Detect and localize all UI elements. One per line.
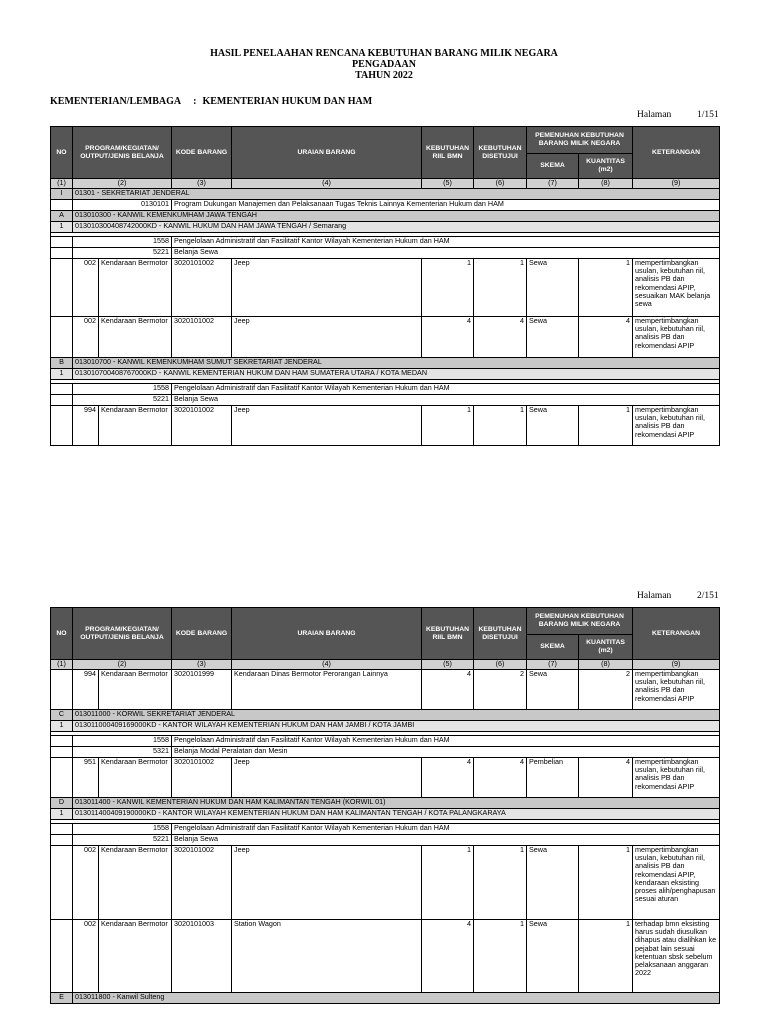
row-text: Belanja Modal Peralatan dan Mesin bbox=[172, 747, 720, 758]
item-nama: Kendaraan Bermotor bbox=[99, 758, 172, 798]
table-row bbox=[51, 710, 720, 721]
row-text: 013010300408742000KD - KANWIL HUKUM DAN HAM JAWA TENGAH / Semarang bbox=[73, 222, 720, 233]
item-row bbox=[51, 317, 720, 358]
item-skema: Pembelian bbox=[527, 758, 579, 798]
row-code: 1558 bbox=[73, 824, 172, 835]
column-number-row bbox=[51, 179, 720, 189]
item-riil: 1 bbox=[422, 846, 474, 920]
header-row bbox=[51, 608, 720, 635]
colnum: (4) bbox=[232, 179, 422, 189]
row-no: D bbox=[51, 798, 73, 809]
item-kode: 3020101002 bbox=[172, 259, 232, 317]
row-code: 1558 bbox=[73, 237, 172, 248]
row-text: 013011800 - Kanwil Sulteng bbox=[73, 993, 720, 1004]
row-no: A bbox=[51, 211, 73, 222]
item-kode: 3020101002 bbox=[172, 406, 232, 446]
table-row bbox=[51, 189, 720, 200]
item-uraian: Station Wagon bbox=[232, 920, 422, 993]
colnum: (8) bbox=[579, 179, 633, 189]
row-no: 1 bbox=[51, 369, 73, 380]
item-keterangan: mempertimbangkan usulan, kebutuhan riil, analisis PB dan rekomendasi APIP bbox=[633, 406, 720, 446]
col-no: NO bbox=[51, 608, 73, 660]
table-row bbox=[51, 809, 720, 820]
table-row bbox=[51, 200, 720, 211]
item-code: 002 bbox=[73, 846, 99, 920]
col-kebutuhan-disetujui: KEBUTUHAN DISETUJUI bbox=[474, 127, 527, 179]
row-text: 013010700 - KANWIL KEMENKUMHAM SUMUT SEKRETARIAT JENDERAL bbox=[73, 358, 720, 369]
item-code: 002 bbox=[73, 259, 99, 317]
col-uraian: URAIAN BARANG bbox=[232, 608, 422, 660]
row-text: 013011000409169000KD - KANTOR WILAYAH KEMENTERIAN HUKUM DAN HAM JAMBI / KOTA JAMBI bbox=[73, 721, 720, 732]
halaman-label: Halaman bbox=[637, 591, 672, 601]
colnum: (1) bbox=[51, 179, 73, 189]
row-text: 013011400 - KANWIL KEMENTERIAN HUKUM DAN HAM KALIMANTAN TENGAH (KORWIL 01) bbox=[73, 798, 720, 809]
item-kuantitas: 2 bbox=[579, 670, 633, 710]
item-row bbox=[51, 758, 720, 798]
page-number-1 bbox=[637, 110, 719, 120]
page-number-2 bbox=[637, 591, 719, 601]
col-pemenuhan: PEMENUHAN KEBUTUHAN BARANG MILIK NEGARA bbox=[527, 127, 633, 154]
col-program: PROGRAM/KEGIATAN/ OUTPUT/JENIS BELANJA bbox=[73, 608, 172, 660]
header-row bbox=[51, 127, 720, 154]
row-code: 1558 bbox=[73, 736, 172, 747]
table-row bbox=[51, 222, 720, 233]
table-row bbox=[51, 798, 720, 809]
colnum: (7) bbox=[527, 660, 579, 670]
col-skema: SKEMA bbox=[527, 635, 579, 660]
item-keterangan: mempertimbangkan usulan, kebutuhan riil, analisis PB dan rekomendasi APIP, sesuaikan MAK belanja sewa bbox=[633, 259, 720, 317]
row-text: Belanja Sewa bbox=[172, 395, 720, 406]
item-keterangan: terhadap bmn eksisting harus sudah diusulkan dihapus atau dialihkan ke pejabat lain sesuai ketentuan sbsk sebelum pelaksanaan anggaran 2022 bbox=[633, 920, 720, 993]
item-keterangan: mempertimbangkan usulan, kebutuhan riil, analisis PB dan rekomendasi APIP bbox=[633, 670, 720, 710]
item-kode: 3020101002 bbox=[172, 758, 232, 798]
row-text: 013010700408767000KD - KANWIL KEMENTERIAN HUKUM DAN HAM SUMATERA UTARA / KOTA MEDAN bbox=[73, 369, 720, 380]
item-riil: 1 bbox=[422, 406, 474, 446]
item-nama: Kendaraan Bermotor bbox=[99, 406, 172, 446]
item-disetujui: 1 bbox=[474, 846, 527, 920]
colnum: (5) bbox=[422, 660, 474, 670]
item-skema: Sewa bbox=[527, 920, 579, 993]
row-text: Pengelolaan Administratif dan Fasilitatif Kantor Wilayah Kementerian Hukum dan HAM bbox=[172, 384, 720, 395]
col-kuantitas: KUANTITAS (m2) bbox=[579, 154, 633, 179]
table-row bbox=[51, 248, 720, 259]
title-line-3: TAHUN 2022 bbox=[355, 70, 413, 81]
item-kuantitas: 4 bbox=[579, 758, 633, 798]
ministry-separator: : bbox=[193, 96, 197, 107]
table-row bbox=[51, 721, 720, 732]
colnum: (1) bbox=[51, 660, 73, 670]
item-uraian: Jeep bbox=[232, 846, 422, 920]
row-no: I bbox=[51, 189, 73, 200]
item-nama: Kendaraan Bermotor bbox=[99, 317, 172, 358]
colnum: (8) bbox=[579, 660, 633, 670]
table-row bbox=[51, 211, 720, 222]
item-keterangan: mempertimbangkan usulan, kebutuhan riil, analisis PB dan rekomendasi APIP bbox=[633, 758, 720, 798]
col-kuantitas: KUANTITAS (m2) bbox=[579, 635, 633, 660]
item-kuantitas: 1 bbox=[579, 406, 633, 446]
colnum: (6) bbox=[474, 179, 527, 189]
row-text: 013011000 - KORWIL SEKRETARIAT JENDERAL bbox=[73, 710, 720, 721]
item-riil: 4 bbox=[422, 317, 474, 358]
item-disetujui: 1 bbox=[474, 406, 527, 446]
col-kode: KODE BARANG bbox=[172, 608, 232, 660]
table-row bbox=[51, 395, 720, 406]
row-text: 013011400409190000KD - KANTOR WILAYAH KEMENTERIAN HUKUM DAN HAM KALIMANTAN TENGAH / KOTA PALANGKARAYA bbox=[73, 809, 720, 820]
table-row bbox=[51, 237, 720, 248]
table-row bbox=[51, 835, 720, 846]
row-text: Pengelolaan Administratif dan Fasilitatif Kantor Wilayah Kementerian Hukum dan HAM bbox=[172, 824, 720, 835]
table-row bbox=[51, 993, 720, 1004]
document-title bbox=[0, 48, 768, 81]
row-text: 013010300 - KANWIL KEMENKUMHAM JAWA TENGAH bbox=[73, 211, 720, 222]
item-disetujui: 4 bbox=[474, 758, 527, 798]
item-row bbox=[51, 920, 720, 993]
item-nama: Kendaraan Bermotor bbox=[99, 920, 172, 993]
item-row bbox=[51, 259, 720, 317]
col-keterangan: KETERANGAN bbox=[633, 127, 720, 179]
row-text: Pengelolaan Administratif dan Fasilitatif Kantor Wilayah Kementerian Hukum dan HAM bbox=[172, 736, 720, 747]
item-kuantitas: 1 bbox=[579, 920, 633, 993]
item-kode: 3020101002 bbox=[172, 317, 232, 358]
row-code: 5221 bbox=[73, 835, 172, 846]
item-row bbox=[51, 846, 720, 920]
item-keterangan: mempertimbangkan usulan, kebutuhan riil, analisis PB dan rekomendasi APIP, kendaraan eksisting proses alih/penghapusan sesuai aturan bbox=[633, 846, 720, 920]
colnum: (2) bbox=[73, 660, 172, 670]
col-pemenuhan: PEMENUHAN KEBUTUHAN BARANG MILIK NEGARA bbox=[527, 608, 633, 635]
row-code: 5321 bbox=[73, 747, 172, 758]
item-kuantitas: 4 bbox=[579, 317, 633, 358]
title-line-2: PENGADAAN bbox=[352, 59, 416, 70]
row-code: 5221 bbox=[73, 248, 172, 259]
item-code: 994 bbox=[73, 406, 99, 446]
row-no: C bbox=[51, 710, 73, 721]
col-uraian: URAIAN BARANG bbox=[232, 127, 422, 179]
item-skema: Sewa bbox=[527, 846, 579, 920]
rkbmn-table-page-1 bbox=[50, 126, 720, 446]
item-skema: Sewa bbox=[527, 406, 579, 446]
item-row bbox=[51, 406, 720, 446]
row-text: Belanja Sewa bbox=[172, 248, 720, 259]
table-row bbox=[51, 747, 720, 758]
item-uraian: Jeep bbox=[232, 259, 422, 317]
item-code: 994 bbox=[73, 670, 99, 710]
colnum: (7) bbox=[527, 179, 579, 189]
row-text: Program Dukungan Manajemen dan Pelaksanaan Tugas Teknis Lainnya Kementerian Hukum dan HAM bbox=[172, 200, 720, 211]
item-nama: Kendaraan Bermotor bbox=[99, 259, 172, 317]
halaman-value: 2/151 bbox=[697, 591, 719, 601]
colnum: (3) bbox=[172, 660, 232, 670]
item-uraian: Jeep bbox=[232, 758, 422, 798]
row-no: B bbox=[51, 358, 73, 369]
row-no: 1 bbox=[51, 222, 73, 233]
item-riil: 4 bbox=[422, 758, 474, 798]
column-number-row bbox=[51, 660, 720, 670]
item-riil: 4 bbox=[422, 670, 474, 710]
item-kuantitas: 1 bbox=[579, 259, 633, 317]
row-code: 0130101 bbox=[73, 200, 172, 211]
col-kebutuhan-disetujui: KEBUTUHAN DISETUJUI bbox=[474, 608, 527, 660]
ministry-line bbox=[50, 96, 372, 107]
halaman-value: 1/151 bbox=[697, 110, 719, 120]
row-text: Pengelolaan Administratif dan Fasilitatif Kantor Wilayah Kementerian Hukum dan HAM bbox=[172, 237, 720, 248]
colnum: (9) bbox=[633, 660, 720, 670]
item-row bbox=[51, 670, 720, 710]
row-code: 1558 bbox=[73, 384, 172, 395]
item-riil: 1 bbox=[422, 259, 474, 317]
row-code: 5221 bbox=[73, 395, 172, 406]
item-uraian: Kendaraan Dinas Bermotor Perorangan Lainnya bbox=[232, 670, 422, 710]
item-kode: 3020101003 bbox=[172, 920, 232, 993]
item-nama: Kendaraan Bermotor bbox=[99, 846, 172, 920]
halaman-label: Halaman bbox=[637, 110, 672, 120]
item-kuantitas: 1 bbox=[579, 846, 633, 920]
item-disetujui: 4 bbox=[474, 317, 527, 358]
col-kebutuhan-riil: KEBUTUHAN RIIL BMN bbox=[422, 608, 474, 660]
row-text: Belanja Sewa bbox=[172, 835, 720, 846]
item-code: 002 bbox=[73, 317, 99, 358]
colnum: (6) bbox=[474, 660, 527, 670]
col-skema: SKEMA bbox=[527, 154, 579, 179]
title-line-1: HASIL PENELAAHAN RENCANA KEBUTUHAN BARANG MILIK NEGARA bbox=[210, 48, 558, 59]
item-kode: 3020101999 bbox=[172, 670, 232, 710]
row-no: 1 bbox=[51, 721, 73, 732]
rkbmn-table-page-2 bbox=[50, 607, 720, 1004]
item-code: 951 bbox=[73, 758, 99, 798]
item-code: 002 bbox=[73, 920, 99, 993]
item-skema: Sewa bbox=[527, 259, 579, 317]
table-row bbox=[51, 736, 720, 747]
item-disetujui: 1 bbox=[474, 259, 527, 317]
item-uraian: Jeep bbox=[232, 406, 422, 446]
ministry-label: KEMENTERIAN/LEMBAGA bbox=[50, 96, 182, 107]
table-row bbox=[51, 824, 720, 835]
row-no: 1 bbox=[51, 809, 73, 820]
ministry-value: KEMENTERIAN HUKUM DAN HAM bbox=[202, 96, 373, 107]
item-riil: 4 bbox=[422, 920, 474, 993]
item-keterangan: mempertimbangkan usulan, kebutuhan riil, analisis PB dan rekomendasi APIP bbox=[633, 317, 720, 358]
col-no: NO bbox=[51, 127, 73, 179]
colnum: (4) bbox=[232, 660, 422, 670]
colnum: (5) bbox=[422, 179, 474, 189]
row-no: E bbox=[51, 993, 73, 1004]
colnum: (2) bbox=[73, 179, 172, 189]
item-kode: 3020101002 bbox=[172, 846, 232, 920]
row-text: 01301 - SEKRETARIAT JENDERAL bbox=[73, 189, 720, 200]
item-uraian: Jeep bbox=[232, 317, 422, 358]
item-skema: Sewa bbox=[527, 317, 579, 358]
item-disetujui: 2 bbox=[474, 670, 527, 710]
item-nama: Kendaraan Bermotor bbox=[99, 670, 172, 710]
col-kebutuhan-riil: KEBUTUHAN RIIL BMN bbox=[422, 127, 474, 179]
table-row bbox=[51, 358, 720, 369]
table-row bbox=[51, 369, 720, 380]
col-keterangan: KETERANGAN bbox=[633, 608, 720, 660]
col-kode: KODE BARANG bbox=[172, 127, 232, 179]
col-program: PROGRAM/KEGIATAN/ OUTPUT/JENIS BELANJA bbox=[73, 127, 172, 179]
item-skema: Sewa bbox=[527, 670, 579, 710]
colnum: (9) bbox=[633, 179, 720, 189]
table-row bbox=[51, 384, 720, 395]
item-disetujui: 1 bbox=[474, 920, 527, 993]
colnum: (3) bbox=[172, 179, 232, 189]
